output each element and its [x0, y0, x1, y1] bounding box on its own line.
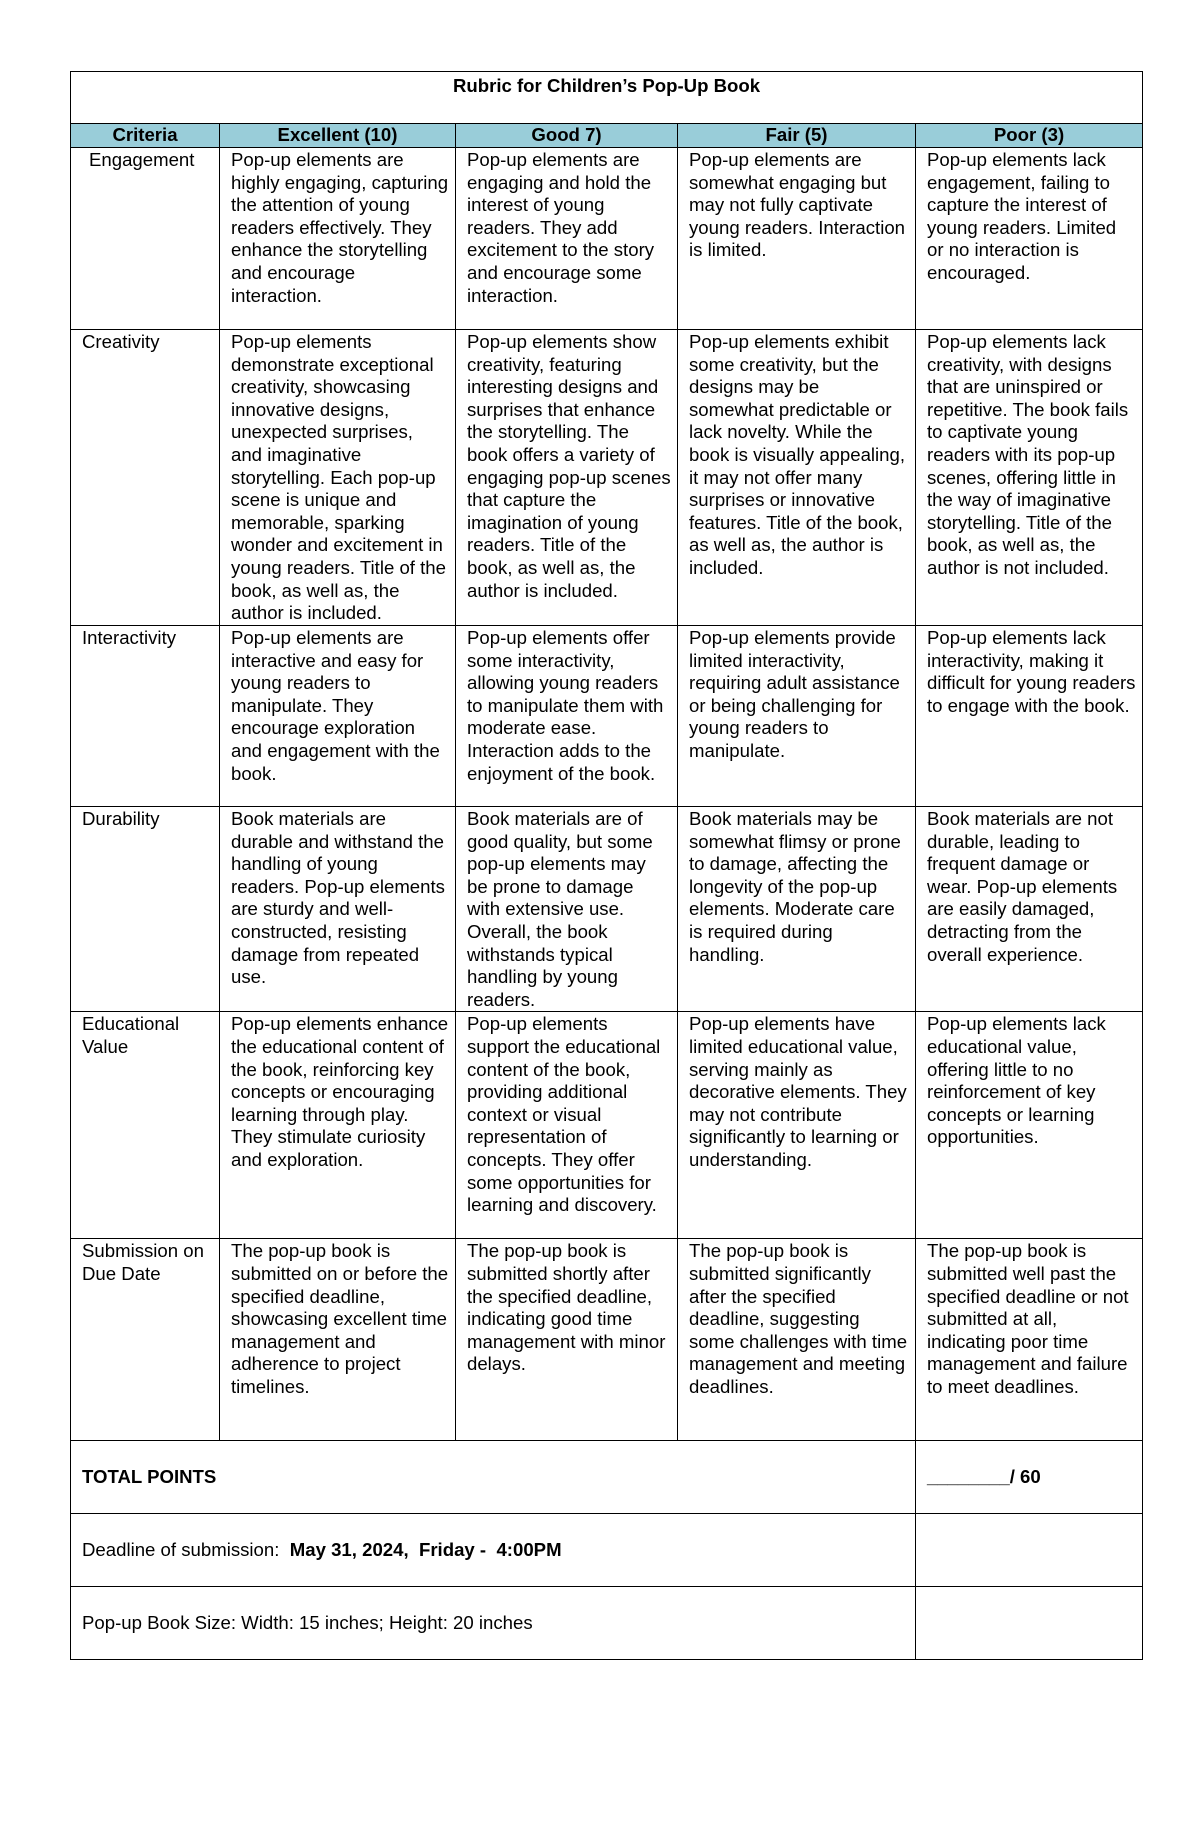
- deadline-label: Deadline of submission:: [82, 1539, 280, 1561]
- total-points-row: [71, 1441, 1143, 1514]
- poor-cell: [916, 807, 1143, 1012]
- deadline-value: May 31, 2024, Friday - 4:00PM: [289, 1539, 562, 1561]
- table-row: [71, 807, 1143, 1012]
- excellent-cell: [220, 626, 456, 807]
- poor-cell: [916, 330, 1143, 626]
- table-row: [71, 330, 1143, 626]
- deadline-line: [71, 1539, 915, 1562]
- table-row: [71, 1012, 1143, 1239]
- fair-cell: [678, 626, 916, 807]
- good-cell: [456, 148, 678, 330]
- deadline-empty-cell: [916, 1514, 1143, 1587]
- criteria-label: Engagement: [89, 149, 195, 170]
- criteria-cell: [71, 148, 220, 330]
- poor-text: Pop-up elements lack educational value, offering little to no reinforcement of key concepts or learning opportunities.: [927, 1013, 1106, 1148]
- good-cell: [456, 330, 678, 626]
- header-excellent: Excellent (10): [220, 124, 456, 148]
- table-row: [71, 148, 1143, 330]
- fair-text: Pop-up elements exhibit some creativity, but the designs may be somewhat predictable or lack novelty. While the book is visually appealing, it may not offer many surprises or innovative features. Title of the book, as well as, the author is included.: [689, 331, 906, 578]
- poor-cell: [916, 148, 1143, 330]
- criteria-label: Durability: [82, 808, 160, 829]
- fair-cell: [678, 1239, 916, 1441]
- header-row: [71, 124, 1143, 148]
- poor-cell: [916, 1239, 1143, 1441]
- fair-text: Pop-up elements are somewhat engaging but may not fully captivate young readers. Interaction is limited.: [689, 149, 906, 261]
- size-empty-cell: [916, 1587, 1143, 1660]
- deadline-row: [71, 1514, 1143, 1587]
- total-points-label: TOTAL POINTS: [82, 1466, 217, 1488]
- excellent-text: Book materials are durable and withstand the handling of young readers. Pop-up elements are sturdy and well-constructed, resisting damage from repeated use.: [231, 808, 445, 988]
- size-cell: [71, 1587, 916, 1660]
- rubric-title: Rubric for Children’s Pop-Up Book: [71, 72, 1143, 124]
- deadline-cell: [71, 1514, 916, 1587]
- criteria-label: Educational Value: [82, 1013, 180, 1057]
- excellent-cell: [220, 1012, 456, 1239]
- good-cell: [456, 1012, 678, 1239]
- good-cell: [456, 807, 678, 1012]
- criteria-cell: [71, 626, 220, 807]
- excellent-cell: [220, 1239, 456, 1441]
- good-text: The pop-up book is submitted shortly after the specified deadline, indicating good time management with minor delays.: [467, 1240, 666, 1375]
- total-points-score: ________/ 60: [927, 1466, 1041, 1488]
- excellent-text: The pop-up book is submitted on or before the specified deadline, showcasing excellent time management and adherence to project timelines.: [231, 1240, 449, 1397]
- poor-text: Pop-up elements lack engagement, failing to capture the interest of young readers. Limited or no interaction is encouraged.: [927, 149, 1117, 283]
- fair-text: Book materials may be somewhat flimsy or prone to damage, affecting the longevity of the pop-up elements. Moderate care is required during handling.: [689, 808, 901, 965]
- rubric-table: [70, 71, 1143, 1660]
- fair-cell: [678, 807, 916, 1012]
- poor-cell: [916, 1012, 1143, 1239]
- fair-cell: [678, 330, 916, 626]
- header-fair: Fair (5): [678, 124, 916, 148]
- criteria-cell: [71, 1012, 220, 1239]
- header-good: Good 7): [456, 124, 678, 148]
- poor-cell: [916, 626, 1143, 807]
- fair-cell: [678, 1012, 916, 1239]
- poor-text: The pop-up book is submitted well past the specified deadline or not submitted at all, indicating poor time management and failure to meet deadlines.: [927, 1240, 1129, 1397]
- header-criteria: Criteria: [71, 124, 220, 148]
- fair-text: The pop-up book is submitted significantly after the specified deadline, suggesting some challenges with time management and meeting deadlines.: [689, 1240, 908, 1397]
- fair-cell: [678, 148, 916, 330]
- fair-text: Pop-up elements have limited educational value, serving mainly as decorative elements. They may not contribute significantly to learning or understanding.: [689, 1013, 907, 1170]
- total-points-score-cell: [916, 1441, 1143, 1514]
- poor-text: Book materials are not durable, leading to frequent damage or wear. Pop-up elements are easily damaged, detracting from the overall experience.: [927, 808, 1118, 965]
- criteria-cell: [71, 1239, 220, 1441]
- criteria-label: Submission on Due Date: [82, 1240, 204, 1284]
- size-row: [71, 1587, 1143, 1660]
- fair-text: Pop-up elements provide limited interactivity, requiring adult assistance or being challenging for young readers to manipulate.: [689, 627, 900, 761]
- table-row: [71, 1239, 1143, 1441]
- good-text: Pop-up elements offer some interactivity, allowing young readers to manipulate them with moderate ease. Interaction adds to the enjoyment of the book.: [467, 627, 664, 784]
- total-points-label-cell: [71, 1441, 916, 1514]
- excellent-cell: [220, 148, 456, 330]
- good-text: Pop-up elements support the educational content of the book, providing additional context or visual representation of concepts. They offer some opportunities for learning and discovery.: [467, 1013, 661, 1216]
- good-text: Pop-up elements are engaging and hold the interest of young readers. They add excitement to the story and encourage some interaction.: [467, 149, 655, 306]
- criteria-label: Interactivity: [82, 627, 177, 648]
- poor-text: Pop-up elements lack creativity, with designs that are uninspired or repetitive. The book fails to captivate young readers with its pop-up scenes, offering little in the way of imaginative storytelling. Title of the book, as well as, the author is not included.: [927, 331, 1129, 578]
- good-text: Book materials are of good quality, but some pop-up elements may be prone to damage with extensive use. Overall, the book withstands typical handling by young readers.: [467, 808, 653, 1010]
- criteria-label: Creativity: [82, 331, 160, 352]
- book-size-text: Pop-up Book Size: Width: 15 inches; Height: 20 inches: [82, 1612, 533, 1634]
- good-cell: [456, 1239, 678, 1441]
- excellent-text: Pop-up elements are highly engaging, capturing the attention of young readers effectively. They enhance the storytelling and encourage interaction.: [231, 149, 449, 306]
- excellent-cell: [220, 807, 456, 1012]
- good-text: Pop-up elements show creativity, featuring interesting designs and surprises that enhance the storytelling. The book offers a variety of engaging pop-up scenes that capture the imagination of young readers. Title of the book, as well as, the author is included.: [467, 331, 671, 601]
- excellent-text: Pop-up elements demonstrate exceptional creativity, showcasing innovative designs, unexpected surprises, and imaginative storytelling. Each pop-up scene is unique and memorable, sparking wonder and excitement in young readers. Title of the book, as well as, the author is included.: [231, 331, 446, 624]
- excellent-text: Pop-up elements are interactive and easy for young readers to manipulate. They encourage exploration and engagement with the book.: [231, 627, 440, 784]
- table-row: [71, 626, 1143, 807]
- header-poor: Poor (3): [916, 124, 1143, 148]
- poor-text: Pop-up elements lack interactivity, making it difficult for young readers to engage with the book.: [927, 627, 1136, 716]
- excellent-cell: [220, 330, 456, 626]
- good-cell: [456, 626, 678, 807]
- excellent-text: Pop-up elements enhance the educational content of the book, reinforcing key concepts or encouraging learning through play. They stimulate curiosity and exploration.: [231, 1013, 449, 1170]
- criteria-cell: [71, 330, 220, 626]
- criteria-cell: [71, 807, 220, 1012]
